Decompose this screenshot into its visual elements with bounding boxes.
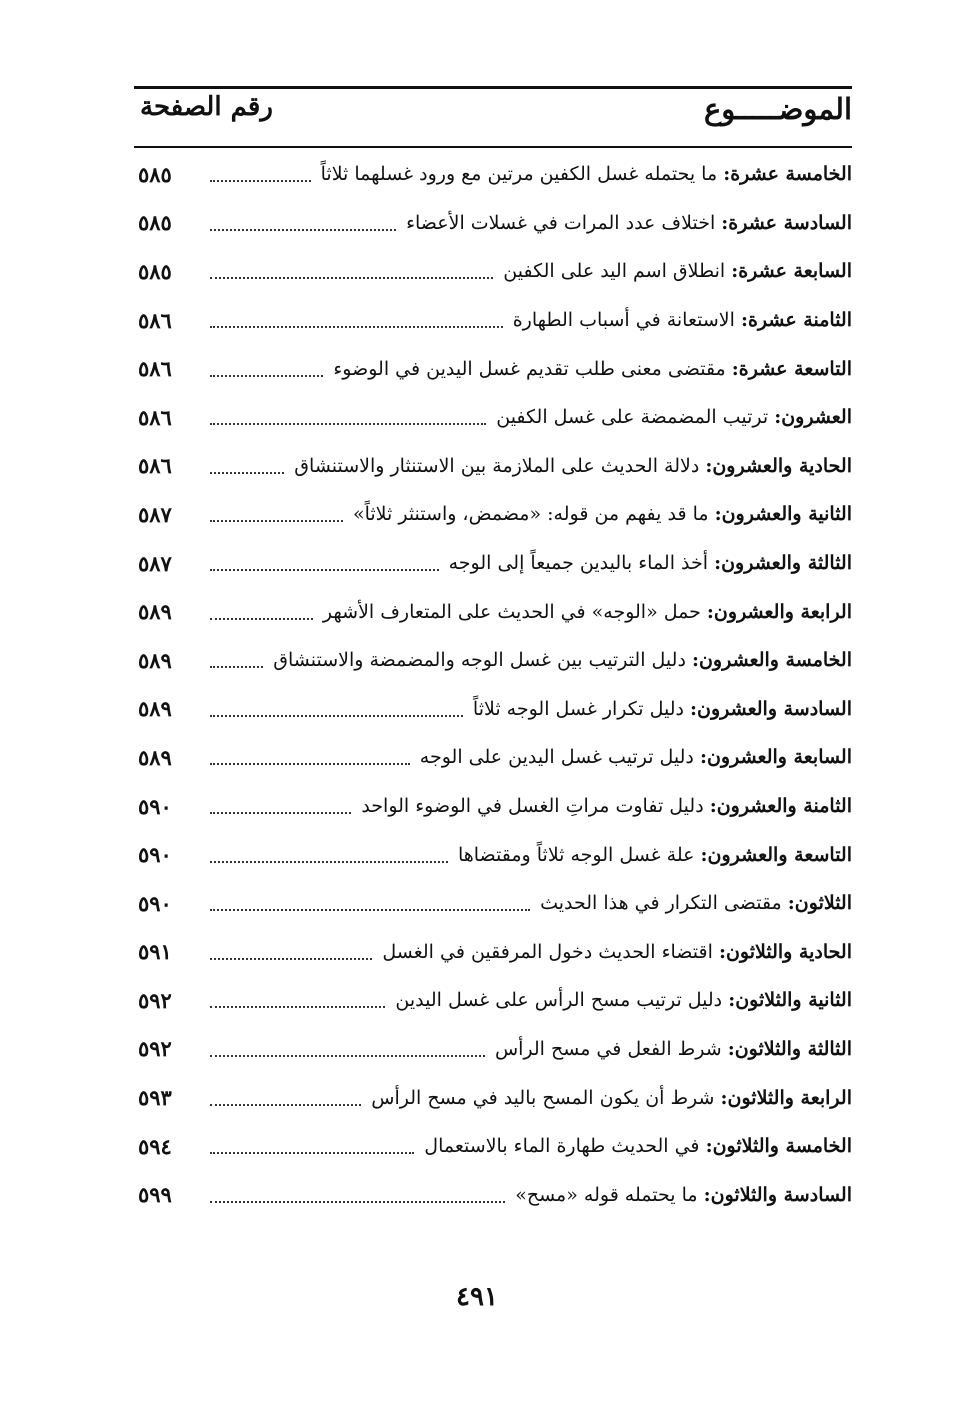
- toc-entry-title: [449, 552, 852, 574]
- toc-entry-page-number: ٥٨٩: [138, 647, 172, 673]
- toc-entry-text: علة غسل الوجه ثلاثاً ومقتضاها: [457, 843, 695, 866]
- dot-leader: [210, 1104, 361, 1106]
- toc-entry-label: الرابعة والعشرون:: [706, 600, 852, 623]
- toc-entry-page-number: ٥٨٦: [138, 356, 172, 382]
- header-rule: [134, 146, 852, 148]
- toc-entry: [134, 393, 852, 442]
- toc-entry-title: [273, 649, 852, 671]
- toc-entry-text: ترتيب المضمضة على غسل الكفين: [496, 406, 769, 429]
- toc-entry-text: مقتضى التكرار في هذا الحديث: [540, 892, 782, 915]
- dot-leader: [210, 618, 313, 620]
- toc-entry-text: شرط الفعل في مسح الرأس: [494, 1037, 722, 1060]
- toc-entry-page-number: ٥٩١: [138, 939, 172, 965]
- toc-entry: [134, 490, 852, 539]
- toc-entry-title: [496, 406, 852, 428]
- toc-entry-page-number: ٥٨٩: [138, 696, 172, 722]
- dot-leader: [210, 958, 372, 960]
- toc-entry-title: [420, 746, 852, 768]
- toc-entry-text: مقتضى معنى طلب تقديم غسل اليدين في الوضوء: [333, 357, 726, 380]
- toc-entry-title: [395, 989, 852, 1011]
- toc-entry-page-number: ٥٩٤: [138, 1133, 172, 1159]
- toc-entry-text: حمل «الوجه» في الحديث على المتعارف الأشهر: [322, 600, 701, 623]
- toc-entry-title: [382, 941, 852, 963]
- toc-entry-page-number: ٥٩٣: [138, 1085, 172, 1111]
- toc-entry-title: [473, 698, 852, 720]
- toc-entry: [134, 442, 852, 491]
- dot-leader: [210, 861, 448, 863]
- toc-entry-label: الثامنة عشرة:: [740, 309, 852, 332]
- dot-leader: [210, 375, 323, 377]
- toc-entry-label: السادسة والثلاثون:: [703, 1183, 852, 1206]
- toc-entry-text: اختلاف عدد المرات في غسلات الأعضاء: [406, 211, 716, 234]
- toc-entry-label: الحادية والثلاثون:: [718, 940, 852, 963]
- toc-entry: [134, 636, 852, 685]
- toc-entry: [134, 928, 852, 977]
- toc-entry-title: [371, 1087, 852, 1109]
- page-folio: ٤٩١: [456, 1282, 498, 1312]
- dot-leader: [210, 666, 263, 668]
- toc-entry-page-number: ٥٨٥: [138, 161, 172, 187]
- toc-entry: [134, 830, 852, 879]
- toc-entry-label: الثلاثون:: [787, 892, 852, 915]
- toc-entry-text: ما يحتمله قوله «مسح»: [515, 1183, 698, 1206]
- toc-entry: [134, 733, 852, 782]
- toc-entry: [134, 150, 852, 199]
- toc-entry-page-number: ٥٩٠: [138, 842, 172, 868]
- toc-entry-label: السابعة عشرة:: [731, 260, 852, 283]
- toc-entry-text: اقتضاء الحديث دخول المرفقين في الغسل: [382, 940, 713, 963]
- toc-entry-text: دليل الترتيب بين غسل الوجه والمضمضة والاستنشاق: [273, 649, 686, 672]
- toc-entry-page-number: ٥٨٩: [138, 599, 172, 625]
- toc-entry-title: [353, 503, 852, 525]
- toc-entry: [134, 296, 852, 345]
- dot-leader: [210, 423, 486, 425]
- toc-entry-label: الخامسة والثلاثون:: [705, 1135, 852, 1158]
- toc-entry-page-number: ٥٨٧: [138, 550, 172, 576]
- toc-entry: [134, 685, 852, 734]
- toc-entry: [134, 976, 852, 1025]
- toc-entry-text: دلالة الحديث على الملازمة بين الاستنثار والاستنشاق: [294, 454, 700, 477]
- toc-entry-text: دليل تكرار غسل الوجه ثلاثاً: [472, 697, 684, 720]
- toc-list: [134, 150, 852, 1219]
- toc-entry-text: في الحديث طهارة الماء بالاستعمال: [424, 1135, 700, 1158]
- dot-leader: [210, 1055, 485, 1057]
- toc-entry-title: [361, 795, 852, 817]
- toc-entry-page-number: ٥٨٧: [138, 501, 172, 527]
- toc-entry-page-number: ٥٩٠: [138, 890, 172, 916]
- toc-entry-text: دليل تفاوت مراتِ الغسل في الوضوء الواحد: [361, 795, 704, 818]
- dot-leader: [210, 277, 493, 279]
- toc-entry-page-number: ٥٩٩: [138, 1182, 172, 1208]
- toc-entry-title: [321, 163, 852, 185]
- toc-entry-label: الخامسة والعشرون:: [691, 649, 852, 672]
- dot-leader: [210, 812, 351, 814]
- toc-entry-page-number: ٥٨٥: [138, 258, 172, 284]
- toc-entry-page-number: ٥٨٦: [138, 404, 172, 430]
- toc-entry-page-number: ٥٩٢: [138, 987, 172, 1013]
- toc-entry-label: الرابعة والثلاثون:: [720, 1086, 852, 1109]
- toc-entry-title: [458, 844, 852, 866]
- toc-entry-label: الثامنة والعشرون:: [709, 795, 852, 818]
- toc-entry: [134, 344, 852, 393]
- dot-leader: [210, 472, 284, 474]
- toc-entry-title: [333, 358, 852, 380]
- toc-entry-label: السادسة عشرة:: [721, 211, 852, 234]
- toc-entry-title: [406, 212, 852, 234]
- toc-entry-title: [424, 1135, 852, 1157]
- toc-entry-text: ما يحتمله غسل الكفين مرتين مع ورود غسلهما ثلاثاً: [320, 163, 718, 186]
- toc-entry-title: [495, 1038, 852, 1060]
- toc-entry-title: [323, 601, 852, 623]
- dot-leader: [210, 229, 396, 231]
- toc-entry-label: الثالثة والعشرون:: [714, 552, 852, 575]
- toc-entry-text: الاستعانة في أسباب الطهارة: [512, 309, 735, 332]
- dot-leader: [210, 1006, 385, 1008]
- toc-entry: [134, 539, 852, 588]
- toc-entry-label: التاسعة عشرة:: [731, 357, 852, 380]
- toc-entry-label: السابعة والعشرون:: [699, 746, 852, 769]
- page-column-heading: رقم الصفحة: [140, 92, 273, 122]
- toc-entry: [134, 1073, 852, 1122]
- dot-leader: [210, 326, 503, 328]
- dot-leader: [210, 1152, 414, 1154]
- toc-entry-text: شرط أن يكون المسح باليد في مسح الرأس: [371, 1086, 715, 1109]
- toc-entry-page-number: ٥٨٥: [138, 210, 172, 236]
- dot-leader: [210, 520, 343, 522]
- toc-entry: [134, 247, 852, 296]
- toc-entry-label: التاسعة والعشرون:: [700, 843, 852, 866]
- toc-entry-page-number: ٥٩٢: [138, 1036, 172, 1062]
- toc-entry: [134, 587, 852, 636]
- toc-entry-text: دليل ترتيب مسح الرأس على غسل اليدين: [395, 989, 723, 1012]
- dot-leader: [210, 909, 530, 911]
- toc-entry-label: الخامسة عشرة:: [723, 163, 852, 186]
- toc-entry: [134, 199, 852, 248]
- toc-entry-label: الثالثة والثلاثون:: [727, 1037, 852, 1060]
- toc-entry: [134, 1025, 852, 1074]
- toc-entry-text: دليل ترتيب غسل اليدين على الوجه: [419, 746, 694, 769]
- toc-entry-title: [515, 1184, 852, 1206]
- toc-entry-label: السادسة والعشرون:: [690, 697, 852, 720]
- top-rule: [134, 86, 852, 89]
- toc-entry-text: انطلاق اسم اليد على الكفين: [503, 260, 726, 283]
- dot-leader: [210, 1201, 505, 1203]
- toc-entry-label: العشرون:: [774, 406, 852, 429]
- toc-entry-page-number: ٥٩٠: [138, 793, 172, 819]
- toc-entry-page-number: ٥٨٦: [138, 307, 172, 333]
- toc-entry-title: [513, 309, 852, 331]
- topic-column-heading: الموضـــــوع: [703, 92, 852, 126]
- toc-entry: [134, 1170, 852, 1219]
- toc-entry-title: [294, 455, 852, 477]
- dot-leader: [210, 715, 463, 717]
- toc-entry: [134, 879, 852, 928]
- toc-entry-label: الثانية والثلاثون:: [728, 989, 852, 1012]
- toc-entry-label: الثانية والعشرون:: [714, 503, 852, 526]
- dot-leader: [210, 763, 410, 765]
- toc-entry-page-number: ٥٨٩: [138, 744, 172, 770]
- toc-entry-page-number: ٥٨٦: [138, 453, 172, 479]
- toc-entry: [134, 1122, 852, 1171]
- toc-header: [134, 90, 852, 144]
- toc-entry-text: ما قد يفهم من قوله: «مضمض، واستنثر ثلاثاً»: [352, 503, 709, 526]
- toc-entry: [134, 782, 852, 831]
- dot-leader: [210, 569, 439, 571]
- toc-entry-label: الحادية والعشرون:: [705, 454, 852, 477]
- toc-entry-title: [503, 260, 852, 282]
- toc-entry-text: أخذ الماء باليدين جميعاً إلى الوجه: [448, 552, 709, 575]
- toc-entry-title: [540, 892, 852, 914]
- dot-leader: [210, 180, 311, 182]
